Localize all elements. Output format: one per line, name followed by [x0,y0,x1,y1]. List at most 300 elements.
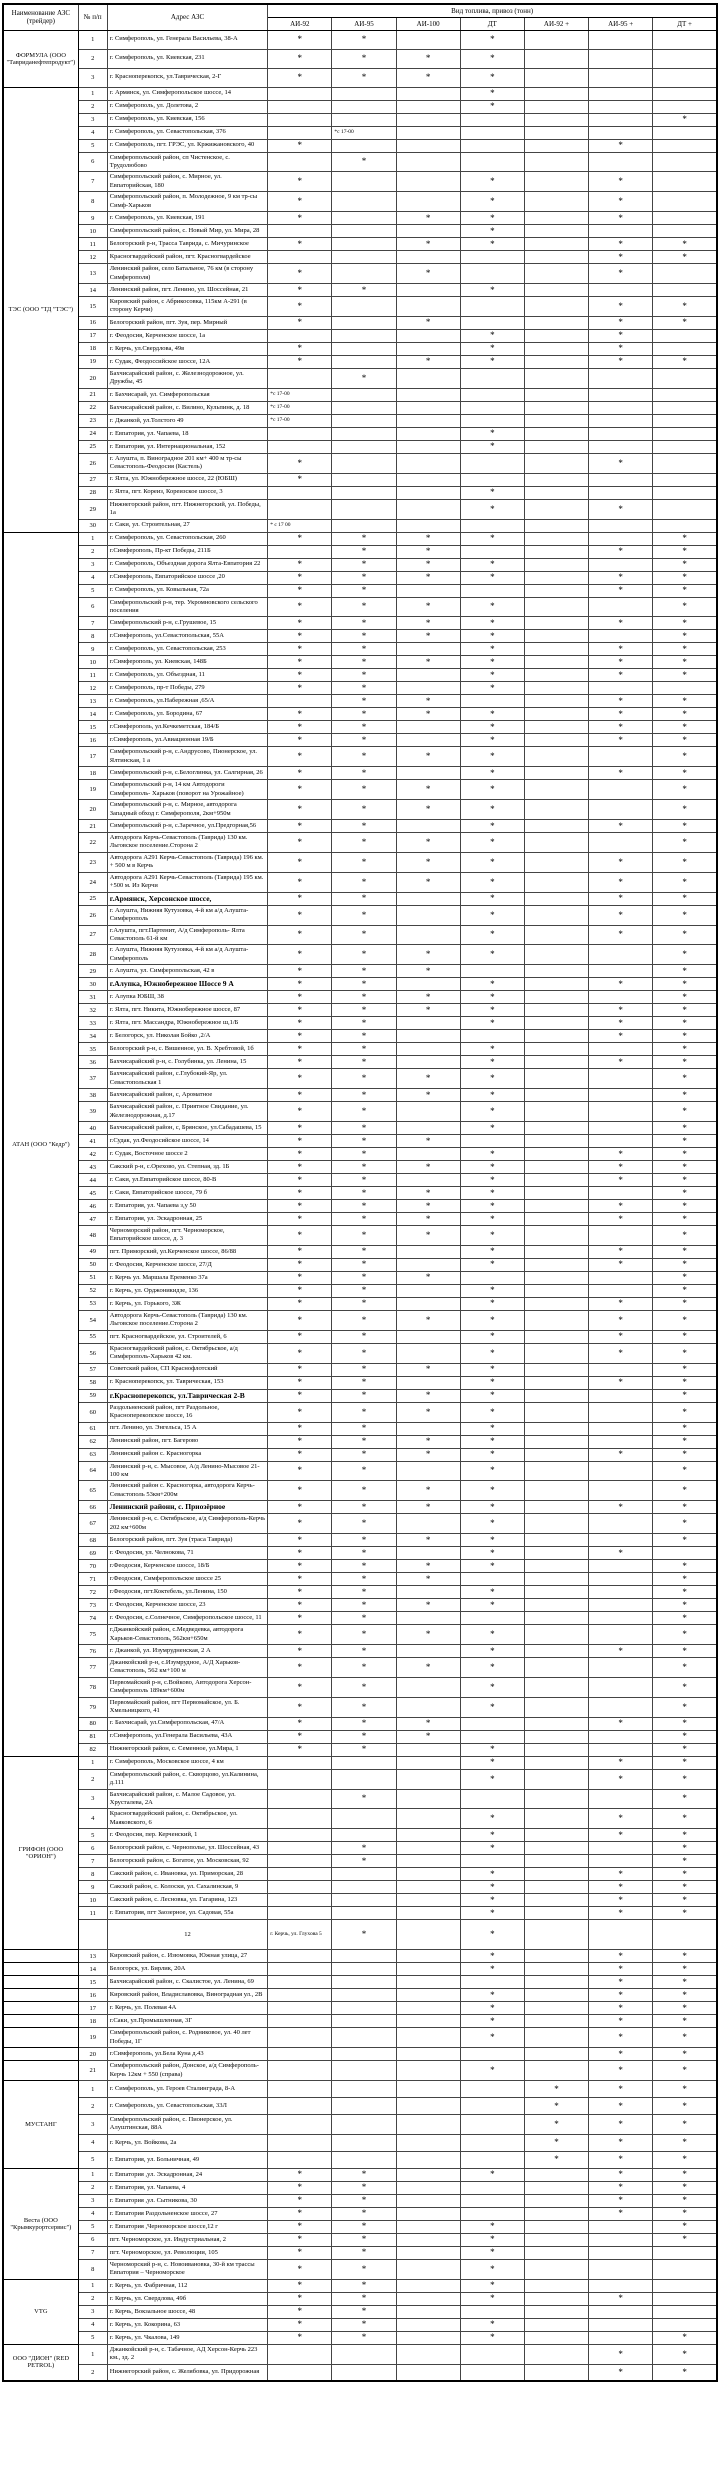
fuel-mark-cell [396,767,460,780]
fuel-mark-cell [589,1122,653,1135]
row-number: 2 [78,2292,107,2305]
station-address: Первомайский р-н, с.Войково, Автодорога Херсон-Симферополь 189км+600м [107,1677,267,1697]
fuel-mark-cell [589,1560,653,1573]
fuel-mark-cell: * [332,1271,396,1284]
station-row [3,767,717,780]
fuel-mark-cell: * [460,1907,524,1920]
fuel-mark-cell [589,2246,653,2259]
station-row [3,212,717,225]
fuel-mark-cell [524,427,588,440]
fuel-mark-cell: * [589,545,653,558]
fuel-mark-cell: * [460,1187,524,1200]
fuel-mark-cell: * [332,2259,396,2279]
station-row [3,820,717,833]
fuel-mark-cell: * [396,1658,460,1678]
fuel-mark-cell [460,2344,524,2364]
fuel-mark-cell [460,251,524,264]
fuel-mark-cell: * [524,2134,588,2151]
fuel-mark-cell: * [268,1122,332,1135]
row-number: 11 [78,238,107,251]
fuel-mark-cell [332,1976,396,1989]
fuel-mark-cell: * [396,656,460,669]
row-number: 1 [78,2344,107,2364]
fuel-mark-cell [524,30,588,49]
fuel-mark-cell [653,2305,717,2318]
fuel-mark-cell [589,1514,653,1534]
fuel-mark-cell: * [460,1560,524,1573]
fuel-mark-cell: * [460,212,524,225]
fuel-mark-cell: * [589,1881,653,1894]
row-number: 39 [78,1102,107,1122]
fuel-mark-cell: * [589,1547,653,1560]
fuel-mark-cell: * [589,453,653,473]
fuel-mark-cell [524,1258,588,1271]
row-number: 2 [78,100,107,113]
station-row [3,1422,717,1435]
row-number: 74 [78,1612,107,1625]
station-row [3,2115,717,2135]
fuel-mark-cell: * [460,682,524,695]
fuel-mark-cell [396,1030,460,1043]
row-number: 21 [78,2061,107,2081]
fuel-mark-cell [396,440,460,453]
fuel-mark-cell [524,597,588,617]
station-address: Черноморский район, пгт. Черноморское, Евпаторийское шоссе, д. 3 [107,1226,267,1246]
station-row [3,695,717,708]
station-address: Бахчисарайский район, с. Железнодорожное, ул. Дружбы, 45 [107,368,267,388]
row-number: 11 [78,669,107,682]
fuel-mark-cell: * [589,1245,653,1258]
fuel-mark-cell [268,499,332,519]
fuel-mark-cell: * [396,708,460,721]
fuel-mark-cell [653,1547,717,1560]
row-number: 6 [78,597,107,617]
row-number: 2 [78,545,107,558]
station-row [3,682,717,695]
fuel-mark-cell: * [268,1004,332,1017]
fuel-mark-cell [396,1122,460,1135]
fuel-mark-cell [524,355,588,368]
fuel-mark-cell: * [653,1868,717,1881]
fuel-mark-cell: * [653,1881,717,1894]
fuel-mark-cell [396,401,460,414]
fuel-mark-cell: * [460,329,524,342]
row-number: 5 [78,1829,107,1842]
station-address: г. Алушта, Нижняя Кутузовка, 4-й км а/д Алушта- Симферополь [107,905,267,925]
fuel-mark-cell: * [268,1135,332,1148]
fuel-mark-cell: * [653,721,717,734]
fuel-mark-cell: * [589,2194,653,2207]
fuel-mark-cell [524,1422,588,1435]
station-row [3,342,717,355]
fuel-mark-cell [589,532,653,545]
row-number: 34 [78,1030,107,1043]
fuel-mark-cell [396,1756,460,1769]
row-number: 41 [78,1135,107,1148]
fuel-mark-cell: * [268,453,332,473]
fuel-mark-cell [332,2134,396,2151]
row-number: 16 [78,734,107,747]
fuel-mark-cell: * [460,486,524,499]
fuel-mark-cell [396,427,460,440]
fuel-mark-cell [460,2194,524,2207]
fuel-mark-cell: * [332,584,396,597]
fuel-mark-cell: * [589,2002,653,2015]
fuel-mark-cell: * [460,284,524,297]
fuel-mark-cell: * [460,1534,524,1547]
row-number: 9 [78,643,107,656]
fuel-mark-cell [396,2081,460,2098]
station-row [3,1258,717,1271]
fuel-mark-cell [396,1963,460,1976]
fuel-mark-cell: * [268,708,332,721]
fuel-mark-cell: * [460,925,524,945]
station-address: Симферопольский район, с. Мирное, ул. Евпаторийская, 180 [107,172,267,192]
fuel-mark-cell: * [332,2292,396,2305]
fuel-mark-cell [460,1612,524,1625]
fuel-mark-cell [589,945,653,965]
fuel-mark-cell: * [653,1004,717,1017]
fuel-mark-cell: * [589,695,653,708]
fuel-mark-cell: * [653,800,717,820]
station-row [3,991,717,1004]
station-row [3,1004,717,1017]
row-number: 17 [78,2002,107,2015]
station-address: г. Симферополь, ул.Набережная ,65/А [107,695,267,708]
fuel-mark-cell: * [589,617,653,630]
fuel-mark-cell: * [653,1573,717,1586]
station-row [3,1677,717,1697]
row-number: 59 [78,1389,107,1402]
trader-name [3,1963,78,1976]
fuel-mark-cell [460,316,524,329]
fuel-mark-cell [396,152,460,172]
fuel-mark-cell [653,2259,717,2279]
fuel-mark-cell: * [332,1017,396,1030]
fuel-mark-cell [589,800,653,820]
station-row [3,1148,717,1161]
station-row [3,1043,717,1056]
row-number: 18 [78,342,107,355]
fuel-mark-cell: * [332,1330,396,1343]
fuel-mark-cell: * [268,192,332,212]
fuel-mark-cell [524,2344,588,2364]
station-row [3,1343,717,1363]
fuel-mark-cell [460,2364,524,2381]
fuel-mark-cell: * [332,1004,396,1017]
fuel-mark-cell: * [653,1245,717,1258]
fuel-mark-cell [396,1056,460,1069]
station-address: Симферопольский р-н, с.Андрусово, Пионерское, ул. Ялтинская, 1 а [107,747,267,767]
row-number: 7 [78,1855,107,1868]
fuel-mark-cell: * [332,30,396,49]
fuel-mark-cell [332,113,396,126]
fuel-mark-cell [524,1226,588,1246]
fuel-mark-cell: * [653,1310,717,1330]
station-row [3,1989,717,2002]
trader-name: АТАН (ООО "Кедр") [3,532,78,1756]
fuel-mark-cell: * [589,329,653,342]
fuel-mark-cell: * [396,1200,460,1213]
fuel-mark-cell [332,192,396,212]
fuel-mark-cell: * [460,734,524,747]
fuel-mark-cell [332,1769,396,1789]
fuel-mark-cell [396,100,460,113]
fuel-mark-cell: * [589,1829,653,1842]
fuel-mark-cell: * [268,1435,332,1448]
fuel-mark-cell [524,152,588,172]
station-address: Бахчисарайский район, с.Глубокий-Яр, ул. Севастопольская 1 [107,1069,267,1089]
fuel-mark-cell [332,100,396,113]
fuel-mark-cell: * [460,1297,524,1310]
fuel-mark-cell: * [332,965,396,978]
station-row [3,1547,717,1560]
fuel-mark-cell: * [332,2305,396,2318]
station-address: Симферопольский район, с. Родниковое, ул. 40 лет Победы, 1Г [107,2028,267,2048]
fuel-mark-cell: * [653,1789,717,1809]
station-row [3,1612,717,1625]
station-row [3,68,717,87]
trader-name: ТЭС (ООО "ТД "ТЭС") [3,87,78,532]
fuel-mark-cell: * [332,368,396,388]
fuel-mark-cell: * [589,2098,653,2115]
fuel-mark-cell [396,1789,460,1809]
fuel-mark-cell [524,1343,588,1363]
fuel-mark-cell: * [268,617,332,630]
fuel-mark-cell: * [332,1200,396,1213]
station-address: Бахчисарайский район, с. Малое Садовое, ул. Хрусталева, 2А [107,1789,267,1809]
fuel-mark-cell [460,545,524,558]
fuel-mark-cell: * [653,1102,717,1122]
station-row [3,368,717,388]
fuel-mark-cell: * [589,297,653,317]
fuel-mark-cell: * [268,991,332,1004]
station-address: г.Симферополь, ул.Бела Куна д.43 [107,2048,267,2061]
fuel-mark-cell [332,126,396,139]
fuel-mark-cell [524,747,588,767]
fuel-mark-cell: * [396,630,460,643]
fuel-mark-cell: * [653,597,717,617]
fuel-mark-cell: * [332,1612,396,1625]
fuel-mark-cell: * [268,1271,332,1284]
fuel-mark-cell: * [268,833,332,853]
station-address: Бахчисарайский р-н, с. Голубинка, ул. Ленина, 15 [107,1056,267,1069]
fuel-mark-cell: * [268,1245,332,1258]
fuel-mark-cell [396,1612,460,1625]
fuel-mark-cell [524,1135,588,1148]
fuel-mark-cell [396,721,460,734]
fuel-mark-cell: * [589,892,653,905]
fuel-mark-cell: * [332,1586,396,1599]
fuel-mark-cell [524,1501,588,1514]
station-address: г. Керчь, ул. Чкалова, 149 [107,2331,267,2344]
fuel-mark-cell [396,2194,460,2207]
fuel-mark-cell [589,1677,653,1697]
fuel-mark-cell [524,1402,588,1422]
fuel-mark-cell [396,2015,460,2028]
row-number: 1 [78,2081,107,2098]
station-row [3,2168,717,2181]
fuel-mark-cell: * [268,1213,332,1226]
fuel-mark-cell: * [589,1297,653,1310]
fuel-mark-cell: * [653,113,717,126]
fuel-mark-cell [396,2061,460,2081]
station-row [3,251,717,264]
fuel-mark-cell [268,2344,332,2364]
fuel-mark-cell: * [460,721,524,734]
fuel-mark-cell: * [460,2233,524,2246]
trader-name [3,2061,78,2081]
fuel-mark-cell [524,695,588,708]
station-row [3,100,717,113]
row-number: 10 [78,225,107,238]
fuel-mark-cell: * [268,264,332,284]
fuel-mark-cell: * [653,1330,717,1343]
fuel-mark-cell: * [653,1017,717,1030]
fuel-mark-cell [396,1343,460,1363]
fuel-mark-cell [524,1200,588,1213]
station-address: г.Феодосия, пгт.Коктебель, ул.Ленина, 150 [107,1586,267,1599]
fuel-mark-cell [653,192,717,212]
row-number: 25 [78,440,107,453]
fuel-mark-cell: * [396,316,460,329]
fuel-mark-cell [524,1043,588,1056]
station-row [3,388,717,401]
fuel-mark-cell: * [332,852,396,872]
fuel-mark-cell: * [460,1069,524,1089]
fuel-mark-cell: * [653,1612,717,1625]
fuel-mark-cell [268,368,332,388]
row-number: 79 [78,1697,107,1717]
row-number: 25 [78,892,107,905]
station-row [3,49,717,68]
fuel-mark-cell: * [332,1435,396,1448]
fuel-mark-cell [268,1881,332,1894]
fuel-mark-cell [589,414,653,427]
fuel-mark-cell [396,453,460,473]
row-number: 3 [78,2194,107,2207]
fuel-mark-cell [460,1976,524,1989]
station-row [3,1297,717,1310]
fuel-mark-cell: * [589,2364,653,2381]
row-number: 12 [78,682,107,695]
fuel-mark-cell [460,2115,524,2135]
fuel-mark-cell [589,1789,653,1809]
fuel-mark-cell: * [332,1573,396,1586]
station-address: г. Керчь, ул. Горького, 3Ж [107,1297,267,1310]
fuel-mark-cell: * [589,1645,653,1658]
fuel-mark-cell [332,1829,396,1842]
row-number: 32 [78,1004,107,1017]
row-number: 1 [78,2279,107,2292]
fuel-mark-cell: * [332,820,396,833]
fuel-mark-cell: * [268,1599,332,1612]
row-number: 54 [78,1310,107,1330]
fuel-mark-cell: * [268,1017,332,1030]
fuel-mark-cell: * [332,1461,396,1481]
fuel-mark-cell [460,519,524,532]
fuel-mark-cell [589,780,653,800]
fuel-mark-cell [589,991,653,1004]
fuel-mark-cell [524,656,588,669]
fuel-mark-cell [460,368,524,388]
fuel-mark-cell [524,368,588,388]
fuel-mark-cell [524,1148,588,1161]
fuel-mark-cell: * [460,68,524,87]
fuel-mark-cell: * [268,1310,332,1330]
fuel-mark-cell [589,747,653,767]
row-number: 7 [78,172,107,192]
fuel-mark-cell [524,1743,588,1756]
fuel-mark-cell: * [268,1402,332,1422]
station-address: г.Симферополь, Пр-кт Победы, 211Б [107,545,267,558]
fuel-mark-cell: * [589,342,653,355]
fuel-mark-cell: * [268,892,332,905]
fuel-mark-cell: * [653,2134,717,2151]
fuel-mark-cell: * [332,1030,396,1043]
fuel-mark-cell: * [460,945,524,965]
station-row [3,1950,717,1963]
fuel-mark-cell [396,2292,460,2305]
fuel-mark-cell: * [589,2115,653,2135]
station-row [3,2246,717,2259]
fuel-mark-cell: * [460,427,524,440]
fuel-mark-cell: * [589,925,653,945]
trader-name [3,2015,78,2028]
row-number: 2 [78,49,107,68]
station-address: Симферопольский район, с. Пионерское, ул. Алуштинская, 88А [107,2115,267,2135]
fuel-mark-cell: * [589,1894,653,1907]
station-address: Раздольненский район, пгт Раздольное, Красноперекопское шоссе, 16 [107,1402,267,1422]
fuel-mark-cell: * [268,172,332,192]
fuel-mark-cell [589,113,653,126]
row-number: 14 [78,708,107,721]
fuel-mark-cell [332,519,396,532]
fuel-mark-cell: * [268,2305,332,2318]
fuel-mark-cell [396,2259,460,2279]
fuel-mark-cell: * [332,1043,396,1056]
fuel-mark-cell: * [653,1148,717,1161]
fuel-mark-cell: * [332,1245,396,1258]
fuel-mark-cell [268,2134,332,2151]
station-row [3,1855,717,1868]
fuel-mark-cell [524,126,588,139]
row-number: 1 [78,532,107,545]
station-row [3,1402,717,1422]
fuel-mark-cell [589,30,653,49]
fuel-mark-cell: * [589,355,653,368]
fuel-mark-cell [332,2028,396,2048]
fuel-mark-cell [524,192,588,212]
station-row [3,1174,717,1187]
fuel-mark-cell [268,2028,332,2048]
fuel-mark-cell [268,2115,332,2135]
fuel-mark-cell [653,212,717,225]
fuel-mark-cell: * [589,1310,653,1330]
fuel-mark-cell [332,1756,396,1769]
row-number: 7 [78,617,107,630]
fuel-mark-cell: * [268,1056,332,1069]
station-address: Бахчисарайский район, с. Вилино, Кульпинк, д. 18 [107,401,267,414]
fuel-mark-cell: * [460,1402,524,1422]
fuel-mark-cell [396,2048,460,2061]
fuel-mark-cell: * [396,1534,460,1547]
fuel-mark-cell [332,499,396,519]
row-number: 68 [78,1534,107,1547]
fuel-mark-cell: * [653,1226,717,1246]
fuel-mark-cell [524,2220,588,2233]
fuel-column-header: ДТ [460,17,524,30]
